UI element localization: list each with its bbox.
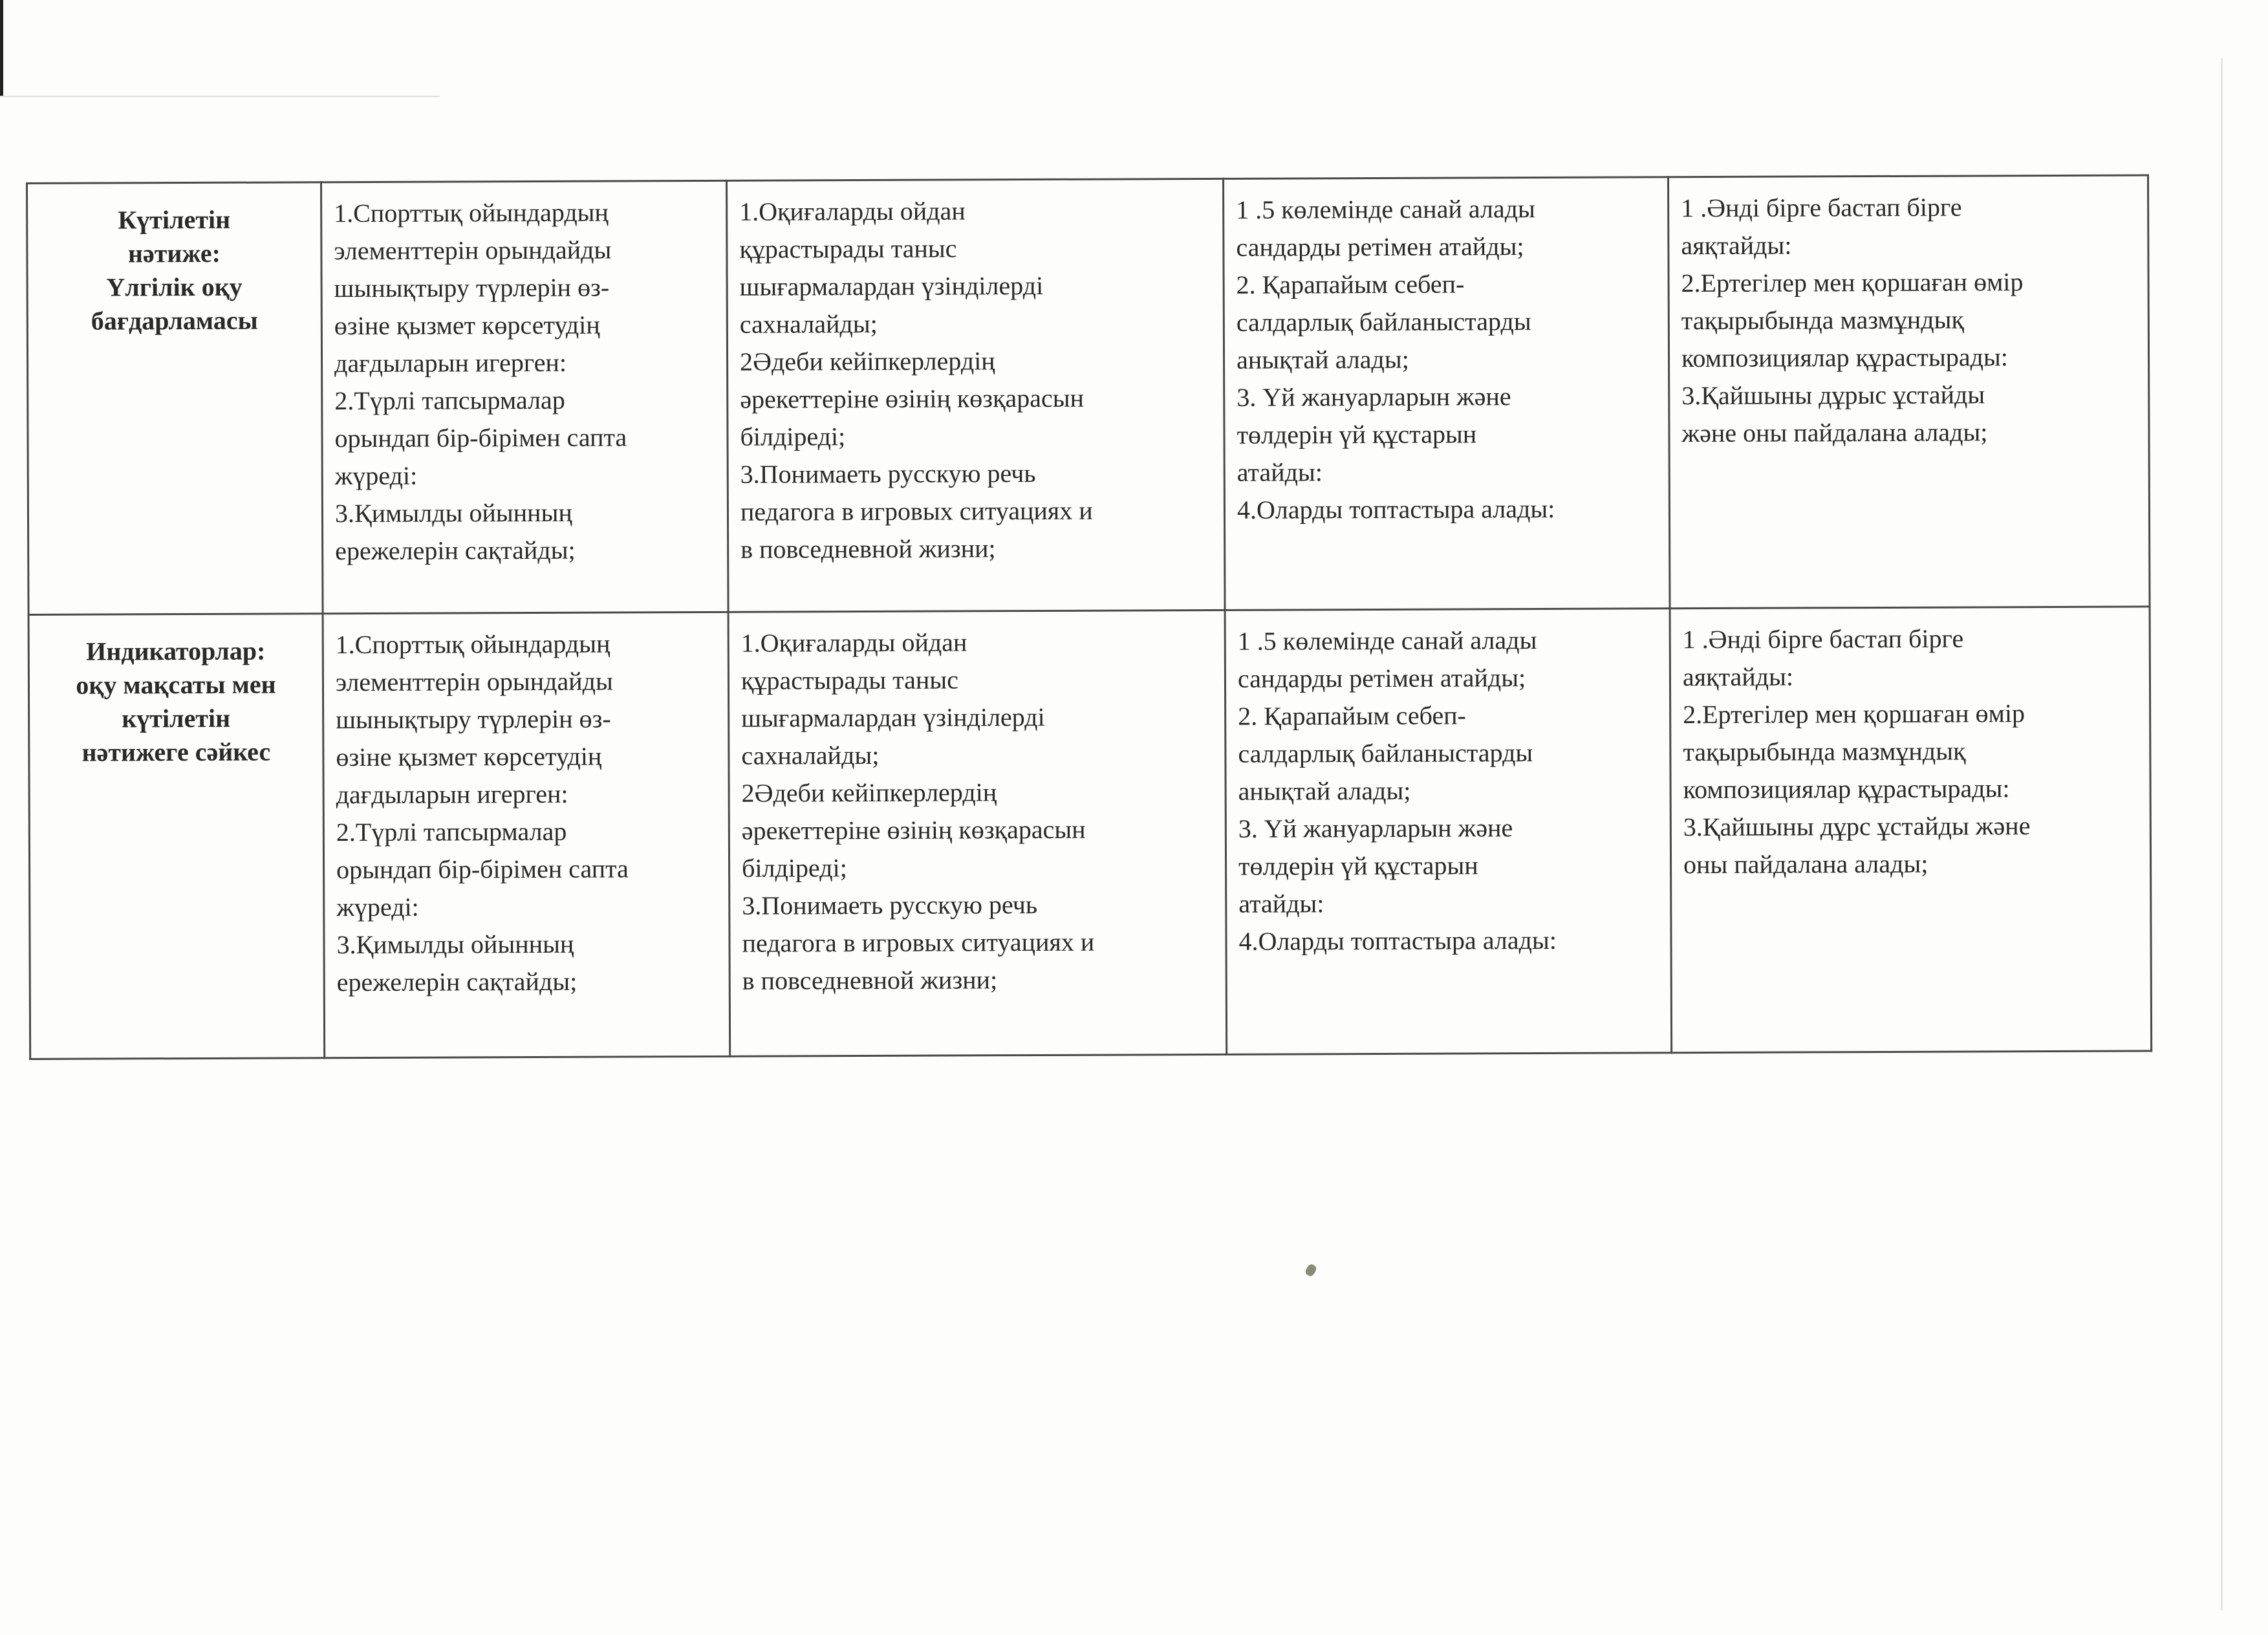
cell-line: ережелерін сақтайды; <box>336 966 578 997</box>
cell-line: өзіне қызмет көрсетудің <box>336 741 602 772</box>
header-line: оқу мақсаты мен <box>76 669 276 700</box>
cell-line: элементтерін орындайды <box>334 235 612 266</box>
scan-edge-top <box>0 96 440 97</box>
cell-cognition <box>1225 609 1672 1055</box>
scan-edge-right <box>2221 58 2223 1610</box>
cell-line: 2.Түрлі тапсырмалар <box>336 816 567 847</box>
row-header-expected-results <box>27 182 323 615</box>
cell-line: және оны пайдалана алады; <box>1681 417 1988 448</box>
cell-line: орындап бір-бірімен сапта <box>336 854 629 885</box>
cell-line: 3.Понимаеть русскую речь <box>740 459 1036 489</box>
cell-line: шынықтыру түрлерін өз- <box>334 272 610 303</box>
cell-line: 1 .5 көлемінде санай алады <box>1237 625 1537 656</box>
header-line: нәтиже: <box>127 238 221 268</box>
cell-line: композициялар құрастырады: <box>1683 774 2010 805</box>
cell-line: композициялар құрастырады: <box>1681 342 2009 373</box>
cell-line: 3. Үй жануарларын және <box>1237 382 1511 412</box>
cell-line: әрекеттеріне өзінің көзқарасын <box>740 383 1085 414</box>
outcomes-table <box>26 174 2152 1060</box>
header-line: Үлгілік оқу <box>106 272 243 302</box>
cell-line: шығармалардан үзінділерді <box>739 270 1044 301</box>
cell-line: құрастырады таныс <box>739 233 957 264</box>
cell-line: салдарлық байланыстарды <box>1236 307 1531 337</box>
cell-line: сахналайды; <box>739 309 878 339</box>
header-line: Күтілетін <box>118 204 231 235</box>
cell-line: 1.Спорттық ойындардың <box>335 629 610 660</box>
cell-line: 4.Оларды топтастыра алады: <box>1238 925 1557 956</box>
cell-line: жүреді: <box>336 892 419 922</box>
cell-line: 1 .Әнді бірге бастап бірге <box>1681 192 1962 223</box>
cell-line: 2Әдеби кейіпкерлердің <box>739 346 995 376</box>
cell-line: 1 .Әнді бірге бастап бірге <box>1682 623 1964 655</box>
header-line: Индикаторлар: <box>86 636 266 666</box>
cell-line: ережелерін сақтайды; <box>335 535 576 566</box>
cell-line: 3.Қимылды ойынның <box>336 929 574 960</box>
header-line: күтілетін <box>122 703 231 733</box>
cell-line: шынықтыру түрлерін өз- <box>336 704 611 735</box>
cell-line: өзіне қызмет көрсетудің <box>334 310 600 341</box>
cell-creativity <box>1668 175 2150 609</box>
cell-line: 2.Ертегілер мен қоршаған өмір <box>1681 267 2024 298</box>
cell-line: 3. Үй жануарларын және <box>1238 813 1513 843</box>
header-line: бағдарламасы <box>91 305 258 336</box>
cell-physical-development <box>323 612 730 1057</box>
cell-line: 4.Оларды топтастыра алады: <box>1237 493 1555 525</box>
cell-line: оны пайдалана алады; <box>1683 849 1928 880</box>
cell-line: сахналайды; <box>741 740 880 770</box>
cell-line: 1.Оқиғаларды ойдан <box>740 627 967 658</box>
cell-line: 1 .5 көлемінде санай алады <box>1236 194 1535 224</box>
cell-line: элементтерін орындайды <box>335 666 613 697</box>
cell-line: атайды: <box>1238 889 1324 918</box>
cell-line: сандарды ретімен атайды; <box>1237 663 1526 693</box>
cell-line: атайды: <box>1237 457 1323 487</box>
cell-line: 3.Қайшыны дұрыс ұстайды <box>1681 380 1985 411</box>
cell-creativity <box>1670 607 2152 1053</box>
cell-line: тақырыбында мазмұндық <box>1681 305 1964 336</box>
cell-line: 2.Түрлі тапсырмалар <box>334 385 565 416</box>
cell-line: педагога в игровых ситуациях и <box>740 495 1093 526</box>
cell-line: құрастырады таныс <box>740 665 959 695</box>
scan-edge-left <box>0 0 3 97</box>
row-header-indicators <box>28 614 325 1059</box>
table-row-indicators <box>28 607 2152 1059</box>
cell-line: 2.Ертегілер мен қоршаған өмір <box>1683 698 2025 730</box>
cell-line: дағдыларын игерген: <box>334 347 567 378</box>
cell-line: шығармалардан үзінділерді <box>741 702 1045 733</box>
cell-line: в повседневной жизни; <box>740 534 996 564</box>
cell-line: 2. Қарапайым себеп- <box>1238 700 1466 731</box>
cell-communication <box>726 179 1225 612</box>
cell-line: 2Әдеби кейіпкерлердің <box>741 777 997 808</box>
header-line: нәтижеге сәйкес <box>81 737 271 767</box>
scan-speck <box>1304 1263 1317 1278</box>
cell-line: төлдерін үй құстарын <box>1237 419 1477 449</box>
cell-line: анықтай алады; <box>1238 775 1411 806</box>
cell-line: тақырыбында мазмұндық <box>1683 736 1966 767</box>
cell-line: орындап бір-бірімен сапта <box>334 422 627 453</box>
cell-line: әрекеттеріне өзінің көзқарасын <box>741 814 1086 845</box>
cell-line: анықтай алады; <box>1236 344 1409 374</box>
cell-line: 3.Қайшыны дұрс ұстайды және <box>1683 811 2031 842</box>
cell-line: 2. Қарапайым себеп- <box>1236 269 1465 299</box>
cell-line: 3.Понимаеть русскую речь <box>742 890 1038 920</box>
cell-line: аяқтайды: <box>1682 662 1794 692</box>
cell-cognition <box>1223 177 1670 611</box>
cell-line: педагога в игровых ситуациях и <box>742 927 1095 958</box>
cell-line: в повседневной жизни; <box>742 965 998 995</box>
cell-line: салдарлық байланыстарды <box>1238 738 1533 768</box>
cell-line: 1.Спорттық ойындардың <box>334 197 609 228</box>
cell-line: 3.Қимылды ойынның <box>334 497 572 528</box>
cell-line: білдіреді; <box>741 853 847 883</box>
cell-line: білдіреді; <box>740 422 846 451</box>
cell-physical-development <box>321 180 729 613</box>
cell-communication <box>728 610 1227 1056</box>
cell-line: 1.Оқиғаларды ойдан <box>739 196 966 226</box>
cell-line: жүреді: <box>334 460 418 491</box>
cell-line: сандарды ретімен атайды; <box>1236 232 1524 262</box>
cell-line: аяқтайды: <box>1681 230 1792 261</box>
cell-line: төлдерін үй құстарын <box>1238 850 1478 881</box>
table-row-expected-results <box>27 175 2150 615</box>
cell-line: дағдыларын игерген: <box>336 779 568 810</box>
